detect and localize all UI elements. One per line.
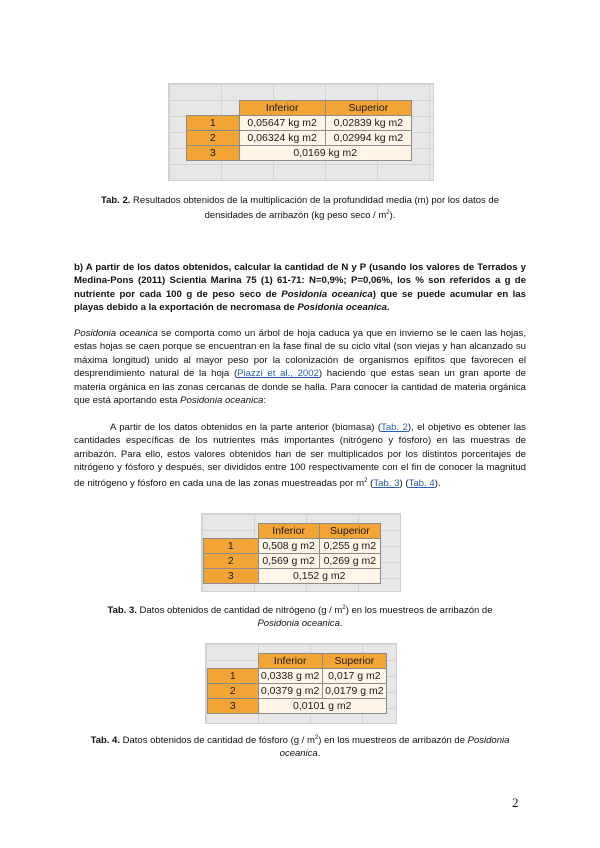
table2-row-index: 1: [187, 116, 240, 131]
citation-link[interactable]: Piazzi et al., 2002: [237, 368, 319, 380]
tab4-link[interactable]: Tab. 4: [408, 477, 435, 489]
table2: [186, 100, 412, 161]
table4-cell: 0,017 g m2: [322, 669, 386, 684]
table4-header-inferior: Inferior: [258, 654, 322, 669]
table3-row-index: 1: [204, 539, 259, 554]
table3-cell-merged: 0,152 g m2: [258, 569, 381, 584]
table2-row-index: 2: [187, 131, 240, 146]
paragraph-1: Posidonia oceanica se comporta como un árbol de hoja caduca ya que en invierno se le caen las hojas, estas hojas se caen porque se encuentran en la fase final de su ciclo vital (son viejas y han alcanzado su máxima longitud) unido al mayor peso por la colonización de organismos epífitos que favorecen el desprendimiento natural de la hoja (Piazzi et al., 2002) haciendo que estas sean un gran aporte de materia orgánica en las zonas cercanas de donde se halla. Para conocer la cantidad de materia orgánica que está aportando esta Posidonia oceanica:: [74, 328, 526, 407]
table3-cell: 0,269 g m2: [319, 554, 380, 569]
table4: [207, 653, 387, 714]
table4-cell-merged: 0,0101 g m2: [258, 699, 387, 714]
tab3-link[interactable]: Tab. 3: [373, 477, 400, 489]
table3-cell: 0,569 g m2: [258, 554, 319, 569]
table4-caption: Tab. 4. Datos obtenidos de cantidad de fósforo $(g / m^2)$ en los muestreos de arribazón de Posidonia oceanica.: [90, 735, 510, 760]
table4-cell: 0,0179 g m2: [322, 684, 386, 699]
table4-row-index: 3: [208, 699, 259, 714]
tab2-link[interactable]: Tab. 2: [381, 422, 408, 433]
table2-cell: 0,05647 kg m2: [239, 116, 325, 131]
table3-row-index: 2: [204, 554, 259, 569]
table3-cell: 0,508 g m2: [258, 539, 319, 554]
table3-caption: Tab. 3. Datos obtenidos de cantidad de nitrógeno $(g / m^2)$ en los muestreos de arribazón de Posidonia oceanica.: [107, 605, 493, 630]
table4-cell: 0,0338 g m2: [258, 669, 322, 684]
table3-row-index: 3: [204, 569, 259, 584]
table3-header-inferior: Inferior: [258, 524, 319, 539]
table2-row-index: 3: [187, 146, 240, 161]
table4-row-index: 2: [208, 684, 259, 699]
table3: [203, 523, 381, 584]
table2-cell-merged: 0,0169 kg m2: [239, 146, 412, 161]
table3-header-superior: Superior: [319, 524, 380, 539]
table2-header-inferior: Inferior: [239, 101, 325, 116]
table2-cell: 0,02994 kg m2: [325, 131, 411, 146]
table2-cell: 0,02839 kg m2: [325, 116, 411, 131]
table2-cell: 0,06324 kg m2: [239, 131, 325, 146]
table2-header-superior: Superior: [325, 101, 411, 116]
table2-caption: Tab. 2. Resultados obtenidos de la multiplicación de la profundidad media (m) por los datos de densidades de arribazón (kg peso seco / $m^2$).: [101, 195, 499, 222]
table4-row-index: 1: [208, 669, 259, 684]
page-number: 2: [512, 795, 519, 810]
paragraph-2: A partir de los datos obtenidos en la parte anterior (biomasa) (Tab. 2), el objetivo es obtener las cantidades específicas de los nutrientes más importantes (nitrógeno y fósforo) en las muestras de arribazón. Para ello, estos valores obtenidos han de ser multiplicados por los distintos porcentajes de nitrógeno y fósforo y después, ser divididos entre 100 respectivamente con el fin de conocer la magnitud de nitrógeno y fósforo en cada una de las zonas muestreadas por $m^2$ (Tab. 3) (Tab. 4).: [74, 422, 526, 489]
question-b: b) A partir de los datos obtenidos, calcular la cantidad de N y P (usando los valores de Terrados y Medina-Pons (2011) Scientia Marina 75 (1) 61-71: N=0,9%; P=0,06%, los % son referidos a g de nutriente por cada 100 g de peso seco de Posidonia oceanica) que se puede acumular en las playas debido a la exportación de necromasa de Posidonia oceanica.: [74, 262, 527, 314]
table4-cell: 0,0379 g m2: [258, 684, 322, 699]
table3-cell: 0,255 g m2: [319, 539, 380, 554]
table4-header-superior: Superior: [322, 654, 386, 669]
